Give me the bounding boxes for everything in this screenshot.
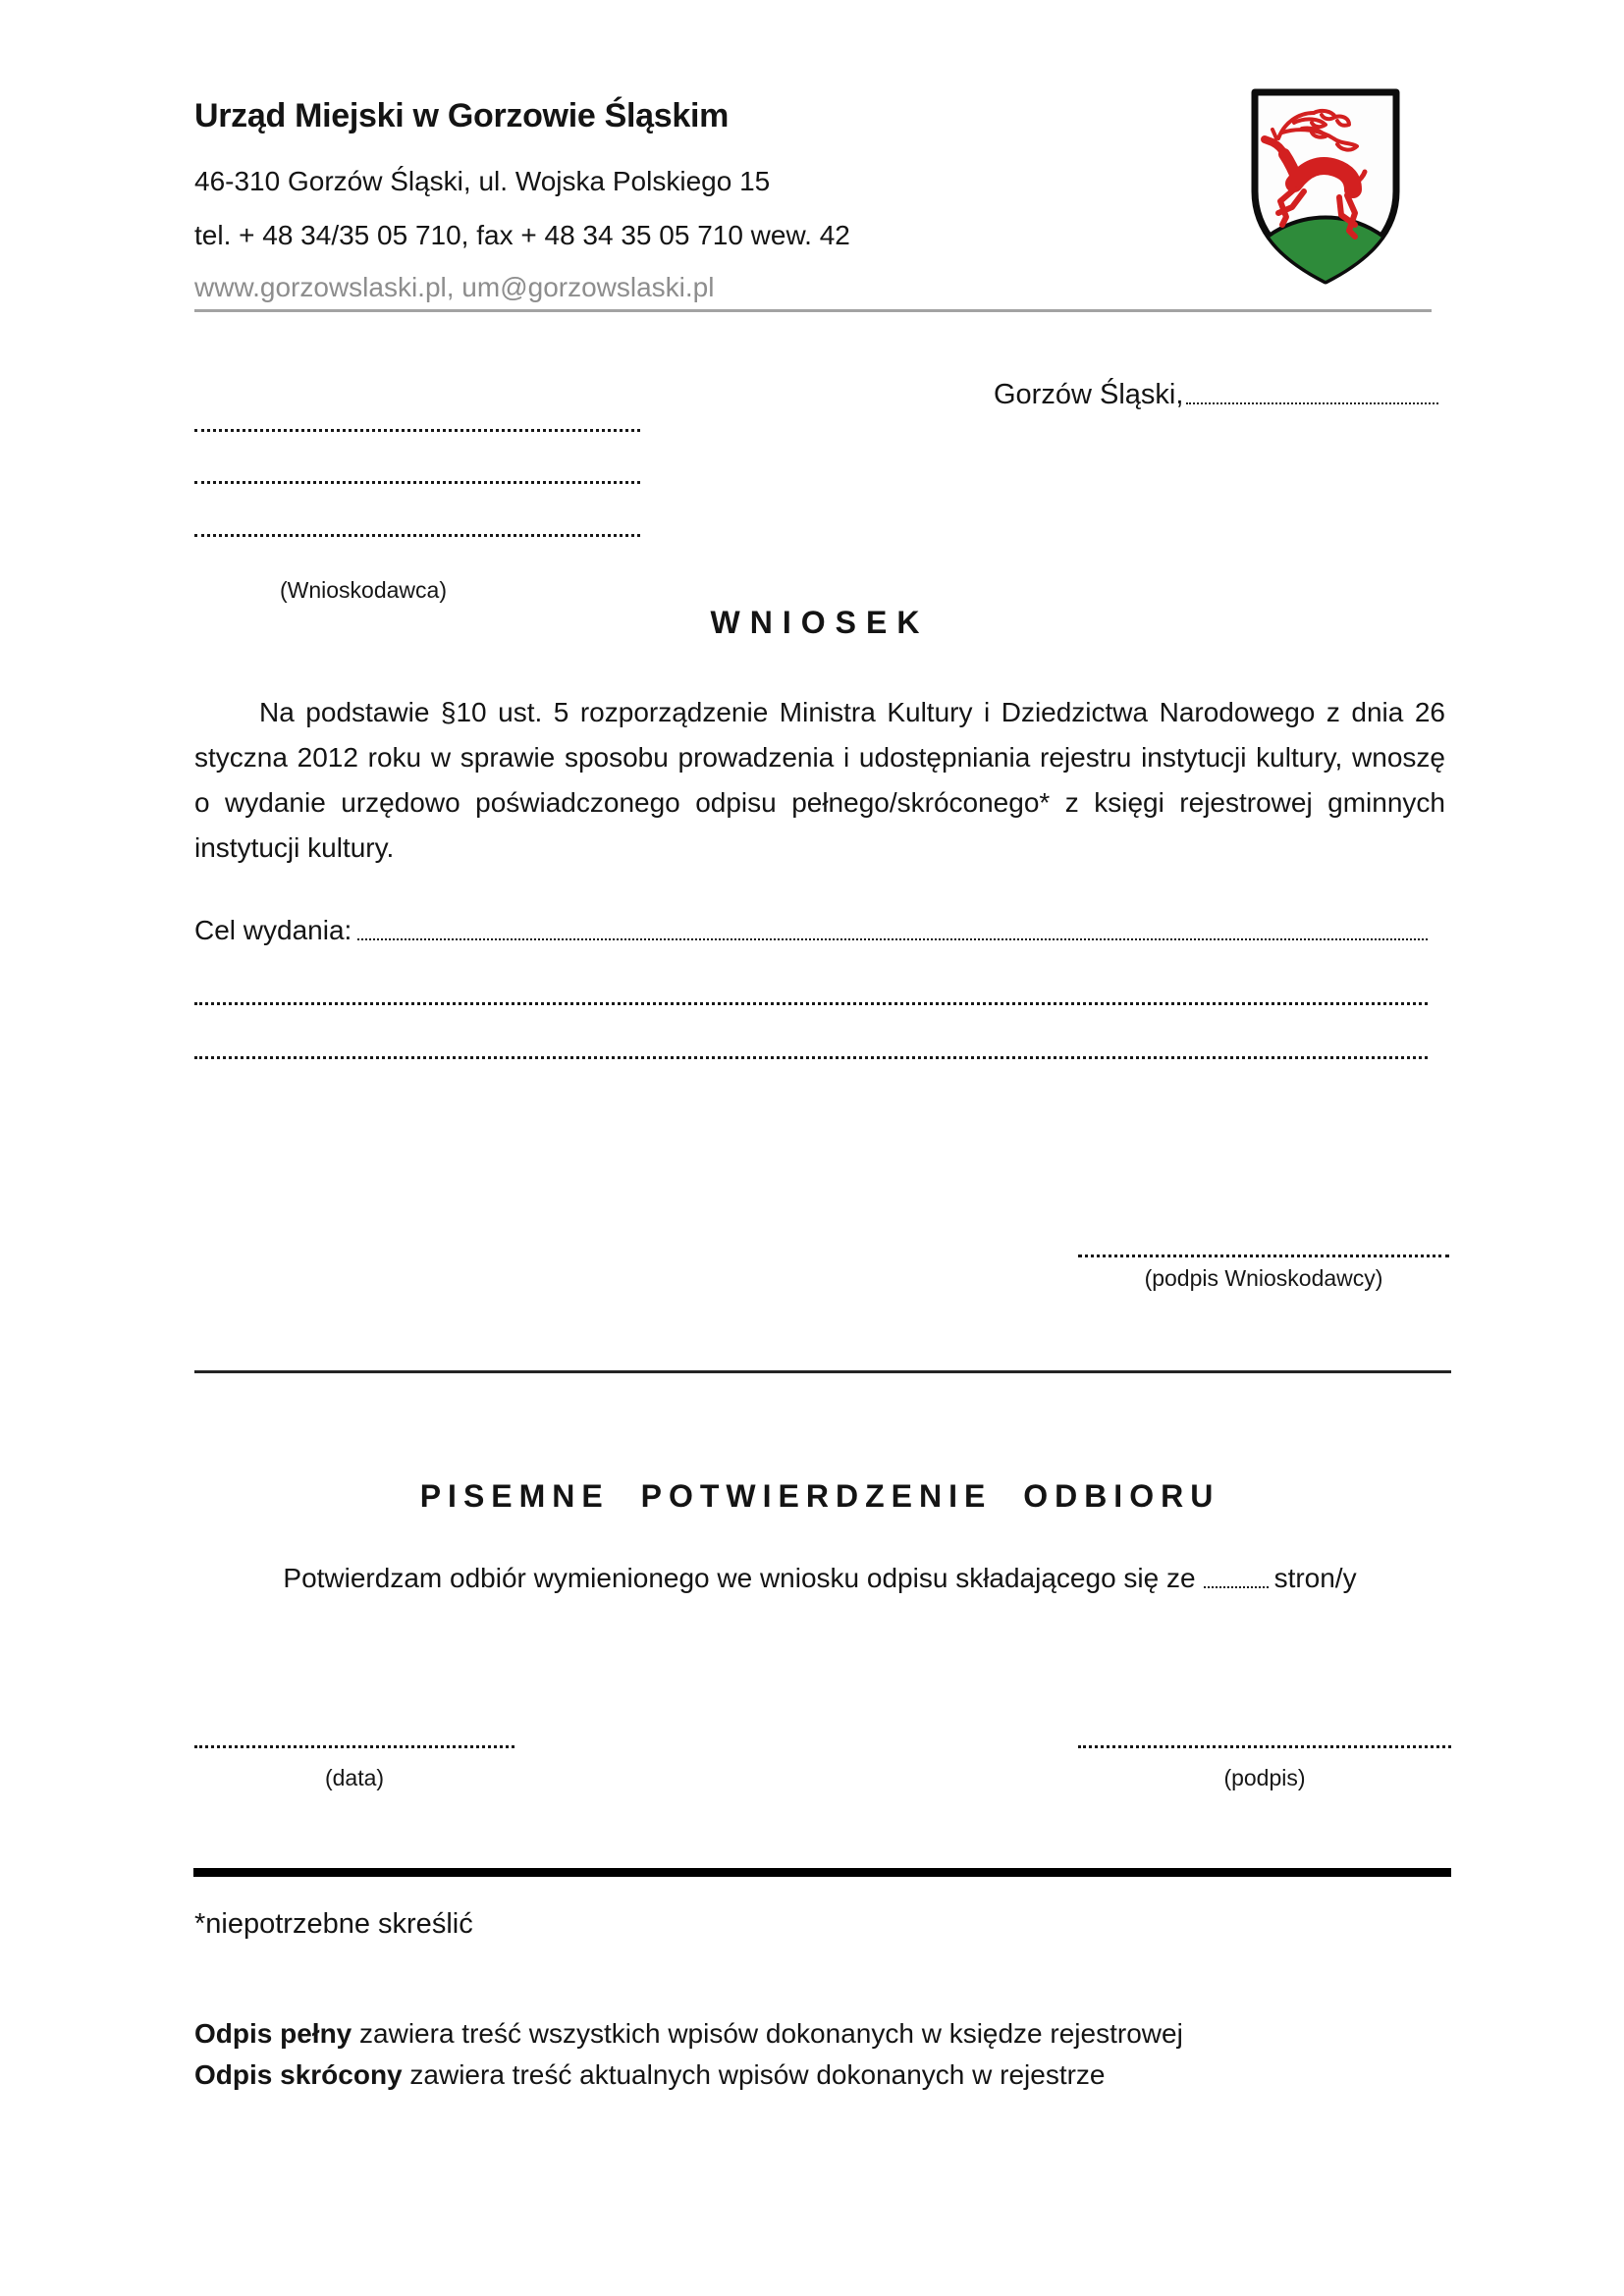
section-divider <box>194 1370 1451 1373</box>
applicant-signature-blank-line <box>1078 1241 1449 1257</box>
asterisk-footnote: *niepotrzebne skreślić <box>194 1908 473 1940</box>
short-copy-definition <box>194 2055 1445 2096</box>
purpose-label: Cel wydania: <box>194 915 352 945</box>
receipt-signature-blank-line <box>1078 1745 1451 1748</box>
receipt-statement-prefix: Potwierdzam odbiór wymienionego we wniosku odpisu składającego się ze <box>283 1563 1196 1593</box>
definitions-block <box>194 2013 1445 2096</box>
full-copy-definition <box>194 2013 1445 2055</box>
header-divider <box>194 309 1432 312</box>
city-label: Gorzów Śląski, <box>994 379 1184 410</box>
receipt-date-caption: (data) <box>324 1765 385 1790</box>
short-copy-term: Odpis skrócony <box>194 2059 403 2090</box>
applicant-blank-line-1 <box>194 429 640 432</box>
full-copy-term: Odpis pełny <box>194 2018 352 2049</box>
receipt-title: PISEMNE POTWIERDZENIE ODBIORU <box>419 1478 1220 1514</box>
coat-of-arms-icon <box>1243 82 1408 291</box>
org-name: Urząd Miejski w Gorzowie Śląskim <box>194 97 730 134</box>
receipt-date-blank-line <box>194 1745 514 1748</box>
applicant-caption: (Wnioskodawca) <box>280 577 447 603</box>
applicant-signature-caption: (podpis Wnioskodawcy) <box>1144 1265 1383 1291</box>
receipt-statement-suffix: stron/y <box>1273 1563 1357 1593</box>
document-title: WNIOSEK <box>710 605 930 640</box>
footer-divider <box>193 1868 1451 1877</box>
applicant-blank-line-2 <box>194 481 640 484</box>
full-copy-text: zawiera treść wszystkich wpisów dokonanych w księdze rejestrowej <box>352 2018 1183 2049</box>
purpose-blank-field-1 <box>357 938 1428 940</box>
purpose-blank-line-3 <box>194 1056 1428 1059</box>
org-address: 46-310 Gorzów Śląski, ul. Wojska Polskiego 15 <box>194 166 771 196</box>
body-paragraph: Na podstawie §10 ust. 5 rozporządzenie Ministra Kultury i Dziedzictwa Narodowego z dnia 26 styczna 2012 roku w sprawie sposobu prowadzenia i udostępniania rejestru instytucji kultury, wnoszę o wydanie urzędowo poświadczonego odpisu pełnego/skróconego* z księgi rejestrowej gminnych instytucji kultury. <box>194 697 1445 863</box>
receipt-statement <box>194 1563 1445 1594</box>
applicant-signature-block <box>1078 1241 1449 1292</box>
org-phone-fax: tel. + 48 34/35 05 710, fax + 48 34 35 05 710 wew. 42 <box>194 220 850 250</box>
receipt-signature-caption: (podpis) <box>1223 1765 1306 1790</box>
org-web-email: www.gorzowslaski.pl, um@gorzowslaski.pl <box>194 272 715 302</box>
purpose-blank-line-2 <box>194 1002 1428 1005</box>
purpose-row <box>194 915 1428 946</box>
short-copy-text: zawiera treść aktualnych wpisów dokonanych w rejestrze <box>402 2059 1106 2090</box>
city-date-row <box>994 379 1438 411</box>
pages-count-blank-field <box>1204 1586 1269 1588</box>
applicant-blank-line-3 <box>194 534 640 537</box>
date-blank-field <box>1186 402 1438 404</box>
